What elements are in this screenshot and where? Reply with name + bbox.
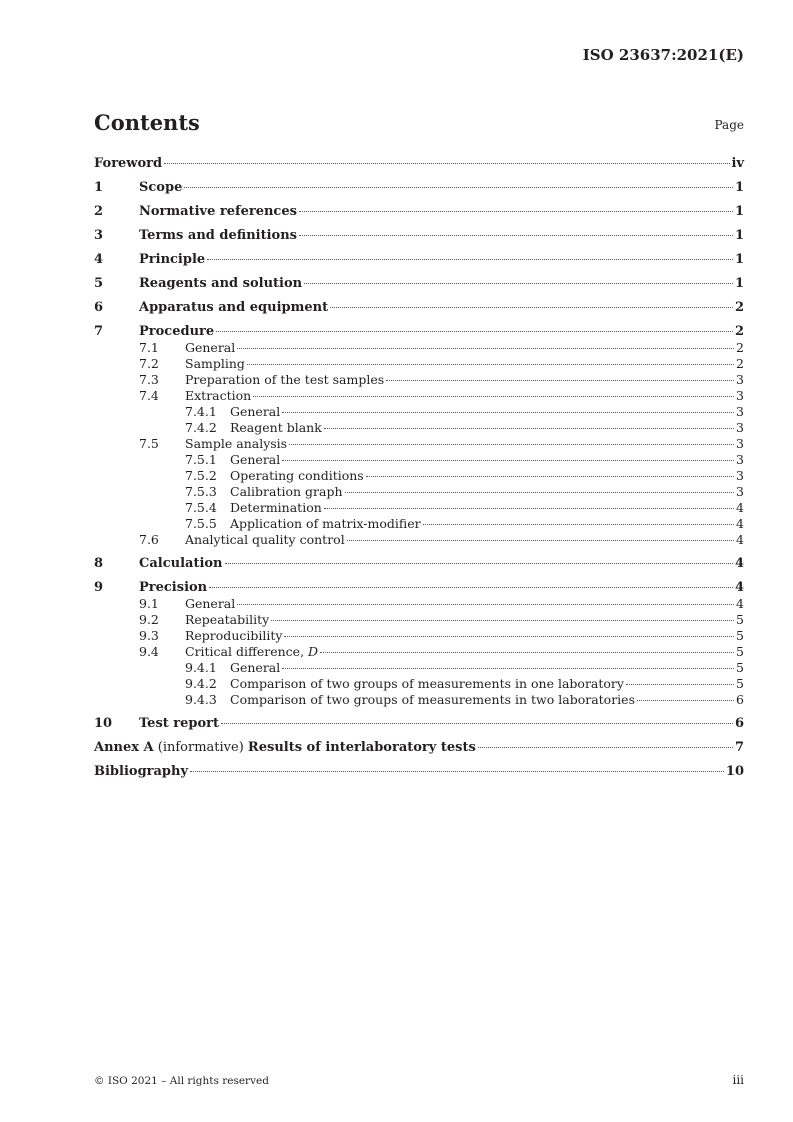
toc-entry-page: 5 bbox=[736, 644, 744, 659]
annex-title: Results of interlaboratory tests bbox=[247, 740, 476, 755]
dot-leader bbox=[330, 307, 733, 308]
dot-leader bbox=[209, 587, 733, 588]
toc-entry-page: 4 bbox=[736, 596, 744, 611]
toc-entry-page: 1 bbox=[734, 204, 744, 219]
toc-entry-page: 4 bbox=[736, 516, 744, 531]
toc-entry-title bbox=[185, 532, 345, 548]
toc-entry-7[interactable] bbox=[94, 323, 744, 340]
toc-entry-title bbox=[185, 612, 269, 628]
toc-entry-number: 1 bbox=[94, 180, 104, 195]
toc-entry-number: 3 bbox=[94, 228, 104, 243]
toc-entry-title-text: Application of matrix-modifier bbox=[230, 516, 421, 531]
table-of-contents bbox=[94, 155, 744, 780]
toc-entry-page: 2 bbox=[736, 356, 744, 371]
toc-entry-title-text: Analytical quality control bbox=[185, 532, 345, 547]
toc-entry-title-text: General bbox=[230, 660, 281, 675]
toc-entry-7-5-1[interactable] bbox=[94, 452, 744, 468]
toc-entry-title bbox=[230, 468, 364, 484]
toc-entry-number: 9.2 bbox=[139, 612, 159, 627]
toc-entry-9-4[interactable] bbox=[94, 644, 744, 660]
toc-entry-4[interactable] bbox=[94, 251, 744, 268]
toc-entry-number: 9.4.1 bbox=[185, 660, 217, 675]
toc-entry-title bbox=[139, 579, 207, 596]
toc-entry-9-2[interactable] bbox=[94, 612, 744, 628]
toc-entry-number: 7.2 bbox=[139, 356, 159, 371]
toc-entry-page: 5 bbox=[736, 628, 744, 643]
dot-leader bbox=[282, 412, 734, 413]
toc-entry-7-5[interactable] bbox=[94, 436, 744, 452]
toc-entry-title bbox=[94, 763, 188, 780]
dot-leader bbox=[423, 524, 734, 525]
toc-entry-title-text: Procedure bbox=[139, 324, 215, 339]
dot-leader bbox=[284, 636, 734, 637]
copyright-notice: © ISO 2021 – All rights reserved bbox=[94, 1075, 269, 1087]
dot-leader bbox=[345, 492, 735, 493]
dot-leader bbox=[324, 508, 734, 509]
toc-entry-title bbox=[230, 692, 635, 708]
toc-entry-title bbox=[185, 628, 282, 644]
toc-entry-title bbox=[185, 372, 384, 388]
dot-leader bbox=[637, 700, 734, 701]
toc-entry-page: 3 bbox=[736, 372, 744, 387]
toc-entry-number: 7.5.5 bbox=[185, 516, 217, 531]
toc-entry-number: 7.5.4 bbox=[185, 500, 217, 515]
toc-entry-page: 3 bbox=[736, 436, 744, 451]
dot-leader bbox=[190, 771, 724, 772]
toc-entry-foreword[interactable] bbox=[94, 155, 744, 172]
toc-entry-title-text: Calibration graph bbox=[230, 484, 343, 499]
toc-entry-page: 3 bbox=[736, 452, 744, 467]
toc-entry-title bbox=[185, 436, 287, 452]
toc-entry-number: 7.5.2 bbox=[185, 468, 217, 483]
annex-label: Annex A bbox=[94, 740, 154, 755]
page-title: Contents bbox=[94, 110, 200, 135]
dot-leader bbox=[207, 259, 733, 260]
toc-entry-number: 7.5 bbox=[139, 436, 159, 451]
page-number: iii bbox=[732, 1073, 744, 1087]
toc-entry-title bbox=[139, 179, 182, 196]
toc-entry-number: 9.1 bbox=[139, 596, 159, 611]
toc-entry-title-text: Comparison of two groups of measurements in one laboratory bbox=[230, 676, 624, 691]
toc-entry-8[interactable] bbox=[94, 555, 744, 572]
toc-entry-title-text: Reagent blank bbox=[230, 420, 322, 435]
toc-entry-number: 4 bbox=[94, 252, 104, 267]
toc-entry-7-4-1[interactable] bbox=[94, 404, 744, 420]
toc-entry-page: 4 bbox=[734, 556, 744, 571]
toc-entry-title bbox=[230, 420, 322, 436]
toc-entry-title bbox=[139, 715, 219, 732]
toc-entry-title bbox=[139, 203, 297, 220]
toc-entry-page: 4 bbox=[736, 500, 744, 515]
dot-leader bbox=[299, 235, 733, 236]
toc-entry-number: 9.3 bbox=[139, 628, 159, 643]
toc-entry-title-text: Extraction bbox=[185, 388, 252, 403]
toc-entry-title-text: Critical difference, bbox=[185, 644, 309, 659]
toc-entry-9-4-2[interactable] bbox=[94, 676, 744, 692]
toc-entry-title-text: Principle bbox=[139, 252, 206, 267]
toc-entry-page: 5 bbox=[736, 612, 744, 627]
toc-entry-number: 10 bbox=[94, 716, 113, 731]
toc-entry-page: 1 bbox=[734, 252, 744, 267]
toc-entry-title-text: Precision bbox=[139, 580, 208, 595]
toc-entry-9-1[interactable] bbox=[94, 596, 744, 612]
toc-entry-title-text: Operating conditions bbox=[230, 468, 364, 483]
dot-leader bbox=[282, 460, 734, 461]
toc-entry-page: 5 bbox=[736, 676, 744, 691]
toc-entry-title bbox=[230, 500, 322, 516]
toc-entry-title bbox=[230, 676, 624, 692]
toc-entry-title bbox=[185, 596, 235, 612]
toc-entry-title bbox=[139, 227, 297, 244]
dot-leader bbox=[366, 476, 734, 477]
toc-entry-title bbox=[230, 516, 421, 532]
toc-entry-page: 4 bbox=[736, 532, 744, 547]
toc-entry-title-text: Terms and definitions bbox=[139, 228, 297, 243]
toc-entry-9-3[interactable] bbox=[94, 628, 744, 644]
toc-entry-page: 6 bbox=[736, 692, 744, 707]
dot-leader bbox=[225, 563, 733, 564]
dot-leader bbox=[247, 364, 734, 365]
toc-entry-title bbox=[94, 739, 476, 756]
toc-entry-title bbox=[185, 340, 235, 356]
toc-entry-number: 7.4.2 bbox=[185, 420, 217, 435]
toc-entry-7-5-4[interactable] bbox=[94, 500, 744, 516]
toc-entry-page: 3 bbox=[736, 468, 744, 483]
toc-entry-number: 9 bbox=[94, 580, 104, 595]
dot-leader bbox=[626, 684, 734, 685]
dot-leader bbox=[304, 283, 733, 284]
toc-entry-title bbox=[230, 404, 280, 420]
toc-entry-page: 2 bbox=[736, 340, 744, 355]
toc-entry-page: 1 bbox=[734, 276, 744, 291]
dot-leader bbox=[320, 652, 734, 653]
toc-entry-page: 2 bbox=[734, 324, 744, 339]
toc-entry-title-text: Test report bbox=[139, 716, 220, 731]
page-column-label: Page bbox=[714, 118, 744, 132]
toc-entry-number: 7.1 bbox=[139, 340, 159, 355]
toc-entry-page: 7 bbox=[734, 740, 744, 755]
toc-entry-title-text: General bbox=[185, 596, 236, 611]
toc-entry-7-5-5[interactable] bbox=[94, 516, 744, 532]
toc-entry-number: 9.4.2 bbox=[185, 676, 217, 691]
toc-entry-title-text: General bbox=[230, 452, 281, 467]
toc-entry-annex-a[interactable] bbox=[94, 739, 744, 756]
toc-entry-page: 1 bbox=[734, 228, 744, 243]
toc-entry-number: 5 bbox=[94, 276, 104, 291]
toc-entry-title bbox=[139, 299, 328, 316]
toc-entry-7-1[interactable] bbox=[94, 340, 744, 356]
dot-leader bbox=[271, 620, 734, 621]
dot-leader bbox=[253, 396, 734, 397]
dot-leader bbox=[386, 380, 734, 381]
toc-entry-title-text: Bibliography bbox=[94, 764, 189, 779]
toc-entry-title bbox=[185, 356, 245, 372]
toc-entry-9[interactable] bbox=[94, 579, 744, 596]
toc-entry-7-4[interactable] bbox=[94, 388, 744, 404]
toc-entry-title bbox=[139, 275, 302, 292]
toc-entry-number: 9.4 bbox=[139, 644, 159, 659]
toc-entry-title bbox=[139, 323, 214, 340]
toc-entry-page: 2 bbox=[734, 300, 744, 315]
toc-entry-title-text: Sample analysis bbox=[185, 436, 288, 451]
toc-entry-9-4-3[interactable] bbox=[94, 692, 744, 708]
toc-entry-9-4-1[interactable] bbox=[94, 660, 744, 676]
toc-entry-number: 7.5.3 bbox=[185, 484, 217, 499]
toc-entry-number: 7.4.1 bbox=[185, 404, 217, 419]
toc-entry-5[interactable] bbox=[94, 275, 744, 292]
toc-entry-title-text: Apparatus and equipment bbox=[139, 300, 329, 315]
toc-entry-number: 7.5.1 bbox=[185, 452, 217, 467]
toc-entry-number: 7 bbox=[94, 324, 104, 339]
toc-entry-title-text: Normative references bbox=[139, 204, 297, 219]
document-id: ISO 23637:2021(E) bbox=[582, 46, 744, 64]
toc-entry-number: 2 bbox=[94, 204, 104, 219]
toc-entry-title-text: Foreword bbox=[94, 156, 163, 171]
toc-entry-title-text: Comparison of two groups of measurements in two laboratories bbox=[230, 692, 635, 707]
toc-entry-number: 7.6 bbox=[139, 532, 159, 547]
toc-entry-page: 3 bbox=[736, 420, 744, 435]
toc-entry-title bbox=[139, 555, 223, 572]
toc-entry-title-text: Repeatability bbox=[185, 612, 270, 627]
toc-entry-title bbox=[94, 155, 162, 172]
dot-leader bbox=[237, 348, 734, 349]
toc-entry-title bbox=[139, 251, 205, 268]
toc-entry-number: 8 bbox=[94, 556, 104, 571]
toc-entry-7-5-2[interactable] bbox=[94, 468, 744, 484]
toc-entry-page: 5 bbox=[736, 660, 744, 675]
toc-entry-title-text: Reagents and solution bbox=[139, 276, 303, 291]
dot-leader bbox=[282, 668, 734, 669]
dot-leader bbox=[347, 540, 734, 541]
toc-entry-number: 6 bbox=[94, 300, 104, 315]
toc-entry-7-6[interactable] bbox=[94, 532, 744, 548]
toc-entry-number: 7.3 bbox=[139, 372, 159, 387]
toc-entry-page: 10 bbox=[725, 764, 744, 779]
toc-entry-title-text: Scope bbox=[139, 180, 183, 195]
toc-entry-7-4-2[interactable] bbox=[94, 420, 744, 436]
toc-entry-10[interactable] bbox=[94, 715, 744, 732]
toc-entry-7-2[interactable] bbox=[94, 356, 744, 372]
toc-entry-page: 6 bbox=[734, 716, 744, 731]
toc-entry-7-3[interactable] bbox=[94, 372, 744, 388]
toc-entry-title-italic: D bbox=[308, 644, 319, 659]
toc-entry-title-text: Sampling bbox=[185, 356, 245, 371]
toc-entry-title bbox=[230, 452, 280, 468]
dot-leader bbox=[289, 444, 734, 445]
toc-entry-1[interactable] bbox=[94, 179, 744, 196]
toc-entry-title bbox=[185, 644, 318, 660]
dot-leader bbox=[184, 187, 733, 188]
toc-entry-page: 1 bbox=[734, 180, 744, 195]
toc-entry-title-text: General bbox=[185, 340, 236, 355]
toc-entry-2[interactable] bbox=[94, 203, 744, 220]
dot-leader bbox=[164, 163, 729, 164]
dot-leader bbox=[478, 747, 733, 748]
dot-leader bbox=[221, 723, 733, 724]
toc-entry-title-text: Calculation bbox=[139, 556, 223, 571]
toc-entry-page: iv bbox=[731, 156, 744, 171]
dot-leader bbox=[324, 428, 734, 429]
toc-entry-6[interactable] bbox=[94, 299, 744, 316]
toc-entry-page: 4 bbox=[734, 580, 744, 595]
dot-leader bbox=[299, 211, 733, 212]
toc-entry-3[interactable] bbox=[94, 227, 744, 244]
toc-entry-page: 3 bbox=[736, 388, 744, 403]
toc-entry-bibliography[interactable] bbox=[94, 763, 744, 780]
toc-entry-title bbox=[230, 660, 280, 676]
toc-entry-number: 7.4 bbox=[139, 388, 159, 403]
toc-entry-title-text: General bbox=[230, 404, 281, 419]
toc-entry-page: 3 bbox=[736, 484, 744, 499]
toc-entry-title bbox=[230, 484, 343, 500]
toc-entry-title-text: Reproducibility bbox=[185, 628, 283, 643]
toc-entry-title bbox=[185, 388, 251, 404]
toc-entry-page: 3 bbox=[736, 404, 744, 419]
toc-entry-title-text: Determination bbox=[230, 500, 322, 515]
toc-entry-number: 9.4.3 bbox=[185, 692, 217, 707]
annex-qualifier: (informative) bbox=[153, 740, 248, 755]
dot-leader bbox=[237, 604, 734, 605]
toc-entry-title-text: Preparation of the test samples bbox=[185, 372, 385, 387]
dot-leader bbox=[216, 331, 733, 332]
toc-entry-7-5-3[interactable] bbox=[94, 484, 744, 500]
